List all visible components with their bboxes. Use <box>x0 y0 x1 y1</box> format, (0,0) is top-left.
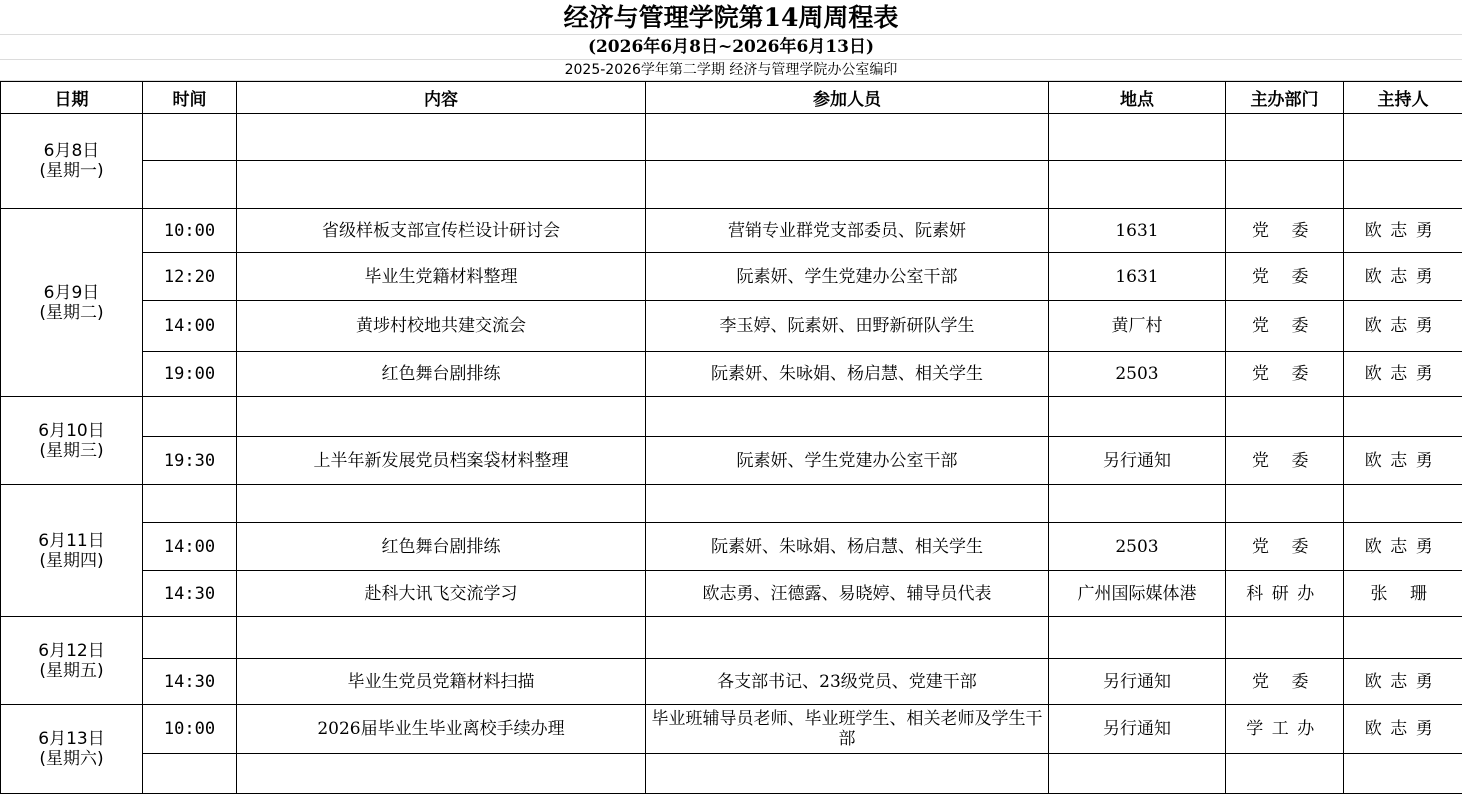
table-row <box>1 301 1462 352</box>
date-cell <box>1 705 143 794</box>
department-cell: 党 委 <box>1226 253 1344 301</box>
host-cell: 欧志勇 <box>1344 209 1462 253</box>
weekly-schedule-table <box>0 81 1462 794</box>
table-row <box>1 161 1462 209</box>
department-cell: 党 委 <box>1226 352 1344 397</box>
content-cell: 2026届毕业生毕业离校手续办理 <box>237 705 646 754</box>
participants-cell: 阮素妍、朱咏娟、杨启慧、相关学生 <box>646 523 1049 571</box>
weekday-label: (星期三) <box>39 440 104 461</box>
content-cell <box>237 397 646 437</box>
department-cell: 学工办 <box>1226 705 1344 754</box>
location-cell <box>1049 617 1226 659</box>
host-cell <box>1344 485 1462 523</box>
department-cell <box>1226 485 1344 523</box>
participants-cell <box>646 397 1049 437</box>
table-row <box>1 659 1462 705</box>
date-label: 6月12日 <box>38 640 105 661</box>
time-cell: 10:00 <box>143 705 237 754</box>
host-cell <box>1344 114 1462 161</box>
column-header-content: 内容 <box>237 82 646 114</box>
time-cell: 14:00 <box>143 523 237 571</box>
column-header-date: 日期 <box>1 82 143 114</box>
location-cell: 2503 <box>1049 523 1226 571</box>
time-cell <box>143 485 237 523</box>
content-cell: 赴科大讯飞交流学习 <box>237 571 646 617</box>
time-cell: 19:00 <box>143 352 237 397</box>
date-label: 6月9日 <box>43 282 100 303</box>
time-cell: 14:30 <box>143 571 237 617</box>
host-cell: 欧志勇 <box>1344 253 1462 301</box>
table-row <box>1 352 1462 397</box>
table-row <box>1 617 1462 659</box>
location-cell: 广州国际媒体港 <box>1049 571 1226 617</box>
time-cell <box>143 754 237 794</box>
participants-cell: 李玉婷、阮素妍、田野新研队学生 <box>646 301 1049 352</box>
time-cell: 14:00 <box>143 301 237 352</box>
host-cell: 欧志勇 <box>1344 523 1462 571</box>
location-cell <box>1049 114 1226 161</box>
department-cell: 党 委 <box>1226 659 1344 705</box>
date-cell <box>1 114 143 209</box>
table-row <box>1 397 1462 437</box>
table-row <box>1 705 1462 754</box>
host-cell: 欧志勇 <box>1344 437 1462 485</box>
department-cell <box>1226 161 1344 209</box>
table-row <box>1 754 1462 794</box>
date-cell <box>1 209 143 397</box>
date-label: 6月11日 <box>38 530 105 551</box>
time-cell: 14:30 <box>143 659 237 705</box>
participants-cell: 阮素妍、朱咏娟、杨启慧、相关学生 <box>646 352 1049 397</box>
content-cell <box>237 161 646 209</box>
content-cell: 红色舞台剧排练 <box>237 352 646 397</box>
participants-cell: 各支部书记、23级党员、党建干部 <box>646 659 1049 705</box>
location-cell <box>1049 754 1226 794</box>
table-row <box>1 437 1462 485</box>
host-cell: 欧志勇 <box>1344 705 1462 754</box>
date-label: 6月8日 <box>43 141 100 161</box>
location-cell <box>1049 485 1226 523</box>
content-cell: 毕业生党员党籍材料扫描 <box>237 659 646 705</box>
location-cell: 1631 <box>1049 253 1226 301</box>
participants-cell <box>646 161 1049 209</box>
participants-cell <box>646 485 1049 523</box>
location-cell <box>1049 397 1226 437</box>
participants-cell: 毕业班辅导员老师、毕业班学生、相关老师及学生干部 <box>646 705 1049 754</box>
host-cell <box>1344 397 1462 437</box>
date-range-subtitle: (2026年6月8日~2026年6月13日) <box>0 35 1462 60</box>
table-row <box>1 485 1462 523</box>
participants-cell <box>646 617 1049 659</box>
department-cell <box>1226 114 1344 161</box>
department-cell <box>1226 754 1344 794</box>
department-cell: 科研办 <box>1226 571 1344 617</box>
date-cell <box>1 617 143 705</box>
location-cell: 另行通知 <box>1049 659 1226 705</box>
header-row <box>1 82 1462 114</box>
column-header-participants: 参加人员 <box>646 82 1049 114</box>
host-cell <box>1344 161 1462 209</box>
participants-cell: 营销专业群党支部委员、阮素妍 <box>646 209 1049 253</box>
participants-cell: 阮素妍、学生党建办公室干部 <box>646 253 1049 301</box>
content-cell <box>237 617 646 659</box>
table-row <box>1 209 1462 253</box>
host-cell: 欧志勇 <box>1344 352 1462 397</box>
content-cell: 毕业生党籍材料整理 <box>237 253 646 301</box>
location-cell: 2503 <box>1049 352 1226 397</box>
content-cell <box>237 114 646 161</box>
table-row <box>1 571 1462 617</box>
location-cell: 黄厂村 <box>1049 301 1226 352</box>
page-title: 经济与管理学院第14周周程表 <box>0 0 1462 35</box>
department-cell: 党 委 <box>1226 523 1344 571</box>
content-cell: 红色舞台剧排练 <box>237 523 646 571</box>
date-cell <box>1 397 143 485</box>
department-cell: 党 委 <box>1226 437 1344 485</box>
column-header-location: 地点 <box>1049 82 1226 114</box>
weekday-label: (星期二) <box>39 302 104 323</box>
participants-cell: 阮素妍、学生党建办公室干部 <box>646 437 1049 485</box>
date-label: 6月10日 <box>38 420 105 441</box>
participants-cell <box>646 754 1049 794</box>
column-header-time: 时间 <box>143 82 237 114</box>
time-cell: 12:20 <box>143 253 237 301</box>
table-row <box>1 114 1462 161</box>
content-cell <box>237 485 646 523</box>
column-header-host: 主持人 <box>1344 82 1462 114</box>
date-cell <box>1 485 143 617</box>
content-cell: 省级样板支部宣传栏设计研讨会 <box>237 209 646 253</box>
location-cell <box>1049 161 1226 209</box>
host-cell <box>1344 617 1462 659</box>
department-cell <box>1226 617 1344 659</box>
host-cell <box>1344 754 1462 794</box>
weekday-label: (星期一) <box>39 161 104 181</box>
location-cell: 另行通知 <box>1049 705 1226 754</box>
date-label: 6月13日 <box>38 729 105 749</box>
department-cell: 党 委 <box>1226 209 1344 253</box>
time-cell: 10:00 <box>143 209 237 253</box>
table-row <box>1 523 1462 571</box>
department-cell <box>1226 397 1344 437</box>
time-cell: 19:30 <box>143 437 237 485</box>
time-cell <box>143 161 237 209</box>
content-cell: 黄埗村校地共建交流会 <box>237 301 646 352</box>
editor-note: 2025-2026学年第二学期 经济与管理学院办公室编印 <box>0 60 1462 81</box>
host-cell: 张 珊 <box>1344 571 1462 617</box>
weekday-label: (星期六) <box>39 749 104 769</box>
participants-cell: 欧志勇、汪德露、易晓婷、辅导员代表 <box>646 571 1049 617</box>
weekday-label: (星期四) <box>39 550 104 571</box>
participants-cell <box>646 114 1049 161</box>
location-cell: 另行通知 <box>1049 437 1226 485</box>
department-cell: 党 委 <box>1226 301 1344 352</box>
column-header-department: 主办部门 <box>1226 82 1344 114</box>
weekday-label: (星期五) <box>39 660 104 681</box>
host-cell: 欧志勇 <box>1344 659 1462 705</box>
table-row <box>1 253 1462 301</box>
time-cell <box>143 114 237 161</box>
content-cell <box>237 754 646 794</box>
location-cell: 1631 <box>1049 209 1226 253</box>
time-cell <box>143 617 237 659</box>
host-cell: 欧志勇 <box>1344 301 1462 352</box>
time-cell <box>143 397 237 437</box>
content-cell: 上半年新发展党员档案袋材料整理 <box>237 437 646 485</box>
